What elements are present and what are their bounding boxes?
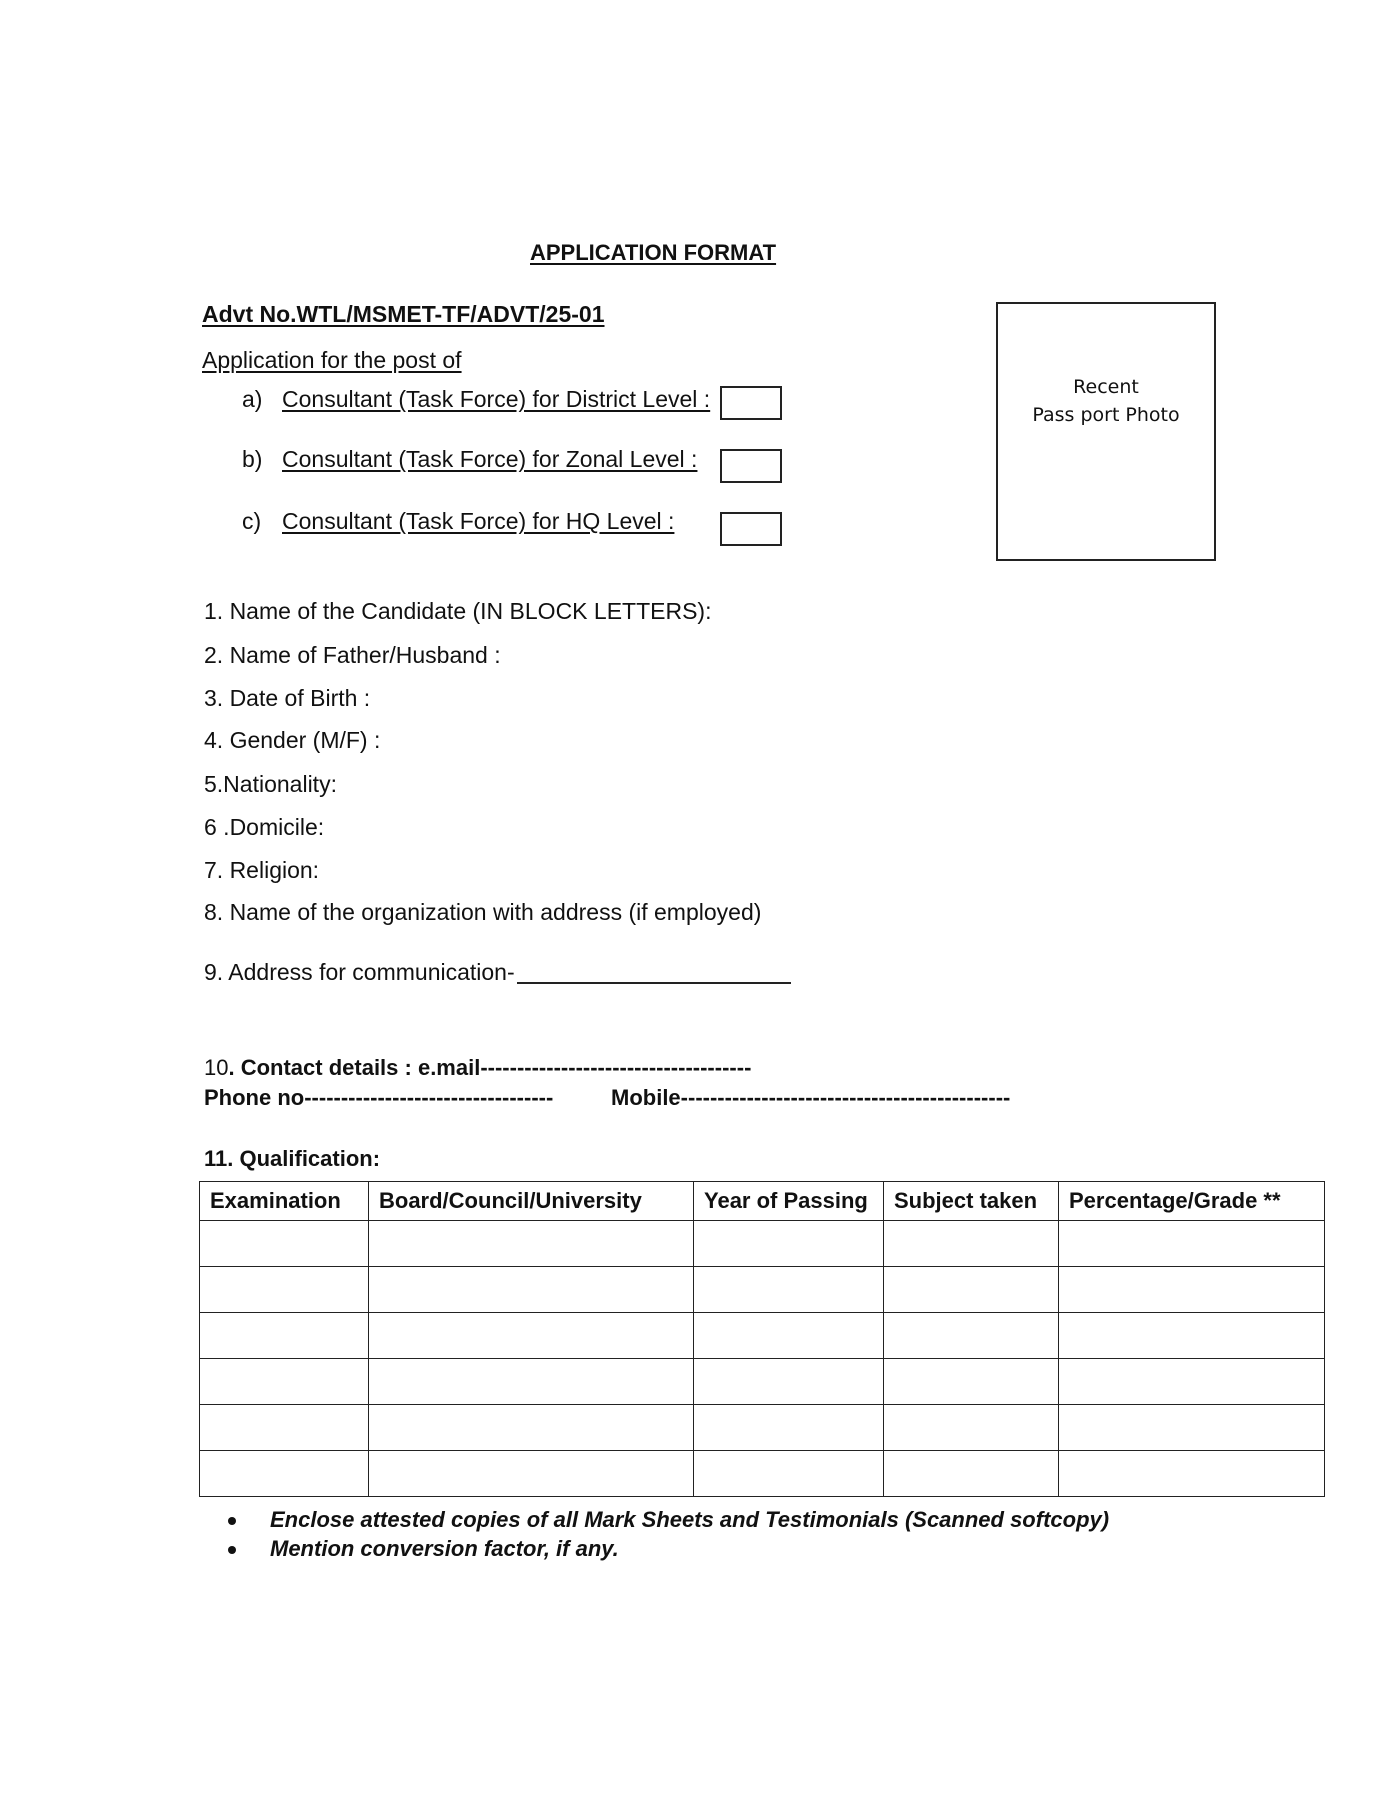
advertisement-number: Advt No.WTL/MSMET-TF/ADVT/25-01 — [202, 301, 605, 327]
qualification-heading: 11. Qualification: — [204, 1146, 381, 1171]
contact-email-row — [204, 1057, 751, 1079]
table-cell[interactable] — [1059, 1451, 1325, 1497]
table-row — [200, 1267, 1325, 1313]
field-date-of-birth: 3. Date of Birth : — [204, 685, 371, 711]
bullet-icon — [228, 1517, 236, 1525]
post-option-hq — [242, 510, 674, 533]
table-cell[interactable] — [694, 1221, 884, 1267]
table-cell[interactable] — [884, 1359, 1059, 1405]
field-candidate-name: 1. Name of the Candidate (IN BLOCK LETTERS): — [204, 598, 712, 624]
field-organization: 8. Name of the organization with address (if employed) — [204, 899, 762, 925]
field-address — [204, 961, 791, 984]
column-subject-taken: Subject taken — [884, 1182, 1059, 1221]
column-board: Board/Council/University — [369, 1182, 694, 1221]
post-option-letter: c) — [242, 508, 262, 534]
table-cell[interactable] — [884, 1451, 1059, 1497]
bullet-icon — [228, 1546, 236, 1554]
table-header-row — [200, 1182, 1325, 1221]
post-option-label: Consultant (Task Force) for District Level : — [282, 386, 711, 412]
photo-box-line-2: Pass port Photo — [1032, 404, 1180, 426]
address-label: 9. Address for communication- — [204, 959, 515, 985]
table-cell[interactable] — [694, 1313, 884, 1359]
contact-email-label: . Contact details : e.mail------------------------------------- — [228, 1055, 752, 1080]
table-cell[interactable] — [694, 1405, 884, 1451]
field-nationality: 5.Nationality: — [204, 771, 337, 797]
table-cell[interactable] — [369, 1359, 694, 1405]
table-cell[interactable] — [200, 1359, 369, 1405]
field-gender: 4. Gender (M/F) : — [204, 727, 381, 753]
qualification-table-body — [200, 1221, 1325, 1497]
table-cell[interactable] — [200, 1221, 369, 1267]
table-cell[interactable] — [694, 1267, 884, 1313]
post-option-zonal — [242, 448, 697, 471]
table-cell[interactable] — [1059, 1313, 1325, 1359]
table-cell[interactable] — [694, 1451, 884, 1497]
address-blank-line[interactable] — [517, 962, 791, 984]
hq-level-checkbox[interactable] — [720, 512, 782, 546]
table-cell[interactable] — [884, 1221, 1059, 1267]
note-conversion-factor: Mention conversion factor, if any. — [270, 1536, 619, 1561]
note-attested-copies: Enclose attested copies of all Mark Sheets and Testimonials (Scanned softcopy) — [270, 1507, 1110, 1532]
column-year-of-passing: Year of Passing — [694, 1182, 884, 1221]
passport-photo-box[interactable] — [996, 302, 1216, 561]
photo-box-line-1: Recent — [1073, 376, 1139, 398]
zonal-level-checkbox[interactable] — [720, 449, 782, 483]
table-row — [200, 1405, 1325, 1451]
column-percentage-grade: Percentage/Grade ** — [1059, 1182, 1325, 1221]
table-cell[interactable] — [369, 1451, 694, 1497]
table-cell[interactable] — [200, 1313, 369, 1359]
table-cell[interactable] — [884, 1405, 1059, 1451]
table-cell[interactable] — [369, 1221, 694, 1267]
contact-number: 10 — [204, 1055, 229, 1080]
post-option-district — [242, 388, 710, 411]
table-row — [200, 1221, 1325, 1267]
table-cell[interactable] — [200, 1451, 369, 1497]
post-heading: Application for the post of — [202, 347, 462, 373]
page-title: APPLICATION FORMAT — [530, 240, 777, 265]
table-cell[interactable] — [1059, 1405, 1325, 1451]
contact-phone: Phone no---------------------------------- — [204, 1085, 554, 1110]
table-cell[interactable] — [1059, 1267, 1325, 1313]
table-row — [200, 1313, 1325, 1359]
table-cell[interactable] — [884, 1267, 1059, 1313]
table-row — [200, 1451, 1325, 1497]
column-examination: Examination — [200, 1182, 369, 1221]
district-level-checkbox[interactable] — [720, 386, 782, 420]
post-option-letter: a) — [242, 386, 263, 412]
table-cell[interactable] — [1059, 1359, 1325, 1405]
table-cell[interactable] — [369, 1405, 694, 1451]
table-cell[interactable] — [369, 1267, 694, 1313]
field-father-husband-name: 2. Name of Father/Husband : — [204, 642, 501, 668]
table-row — [200, 1359, 1325, 1405]
table-cell[interactable] — [1059, 1221, 1325, 1267]
post-option-letter: b) — [242, 446, 263, 472]
post-option-label: Consultant (Task Force) for Zonal Level : — [282, 446, 698, 472]
post-option-label: Consultant (Task Force) for HQ Level : — [282, 508, 675, 534]
field-religion: 7. Religion: — [204, 857, 320, 883]
table-cell[interactable] — [200, 1267, 369, 1313]
table-cell[interactable] — [694, 1359, 884, 1405]
table-cell[interactable] — [200, 1405, 369, 1451]
field-domicile: 6 .Domicile: — [204, 814, 325, 840]
table-cell[interactable] — [884, 1313, 1059, 1359]
qualification-table — [199, 1181, 1325, 1497]
contact-mobile: Mobile--------------------------------------------- — [611, 1085, 1011, 1110]
table-cell[interactable] — [369, 1313, 694, 1359]
